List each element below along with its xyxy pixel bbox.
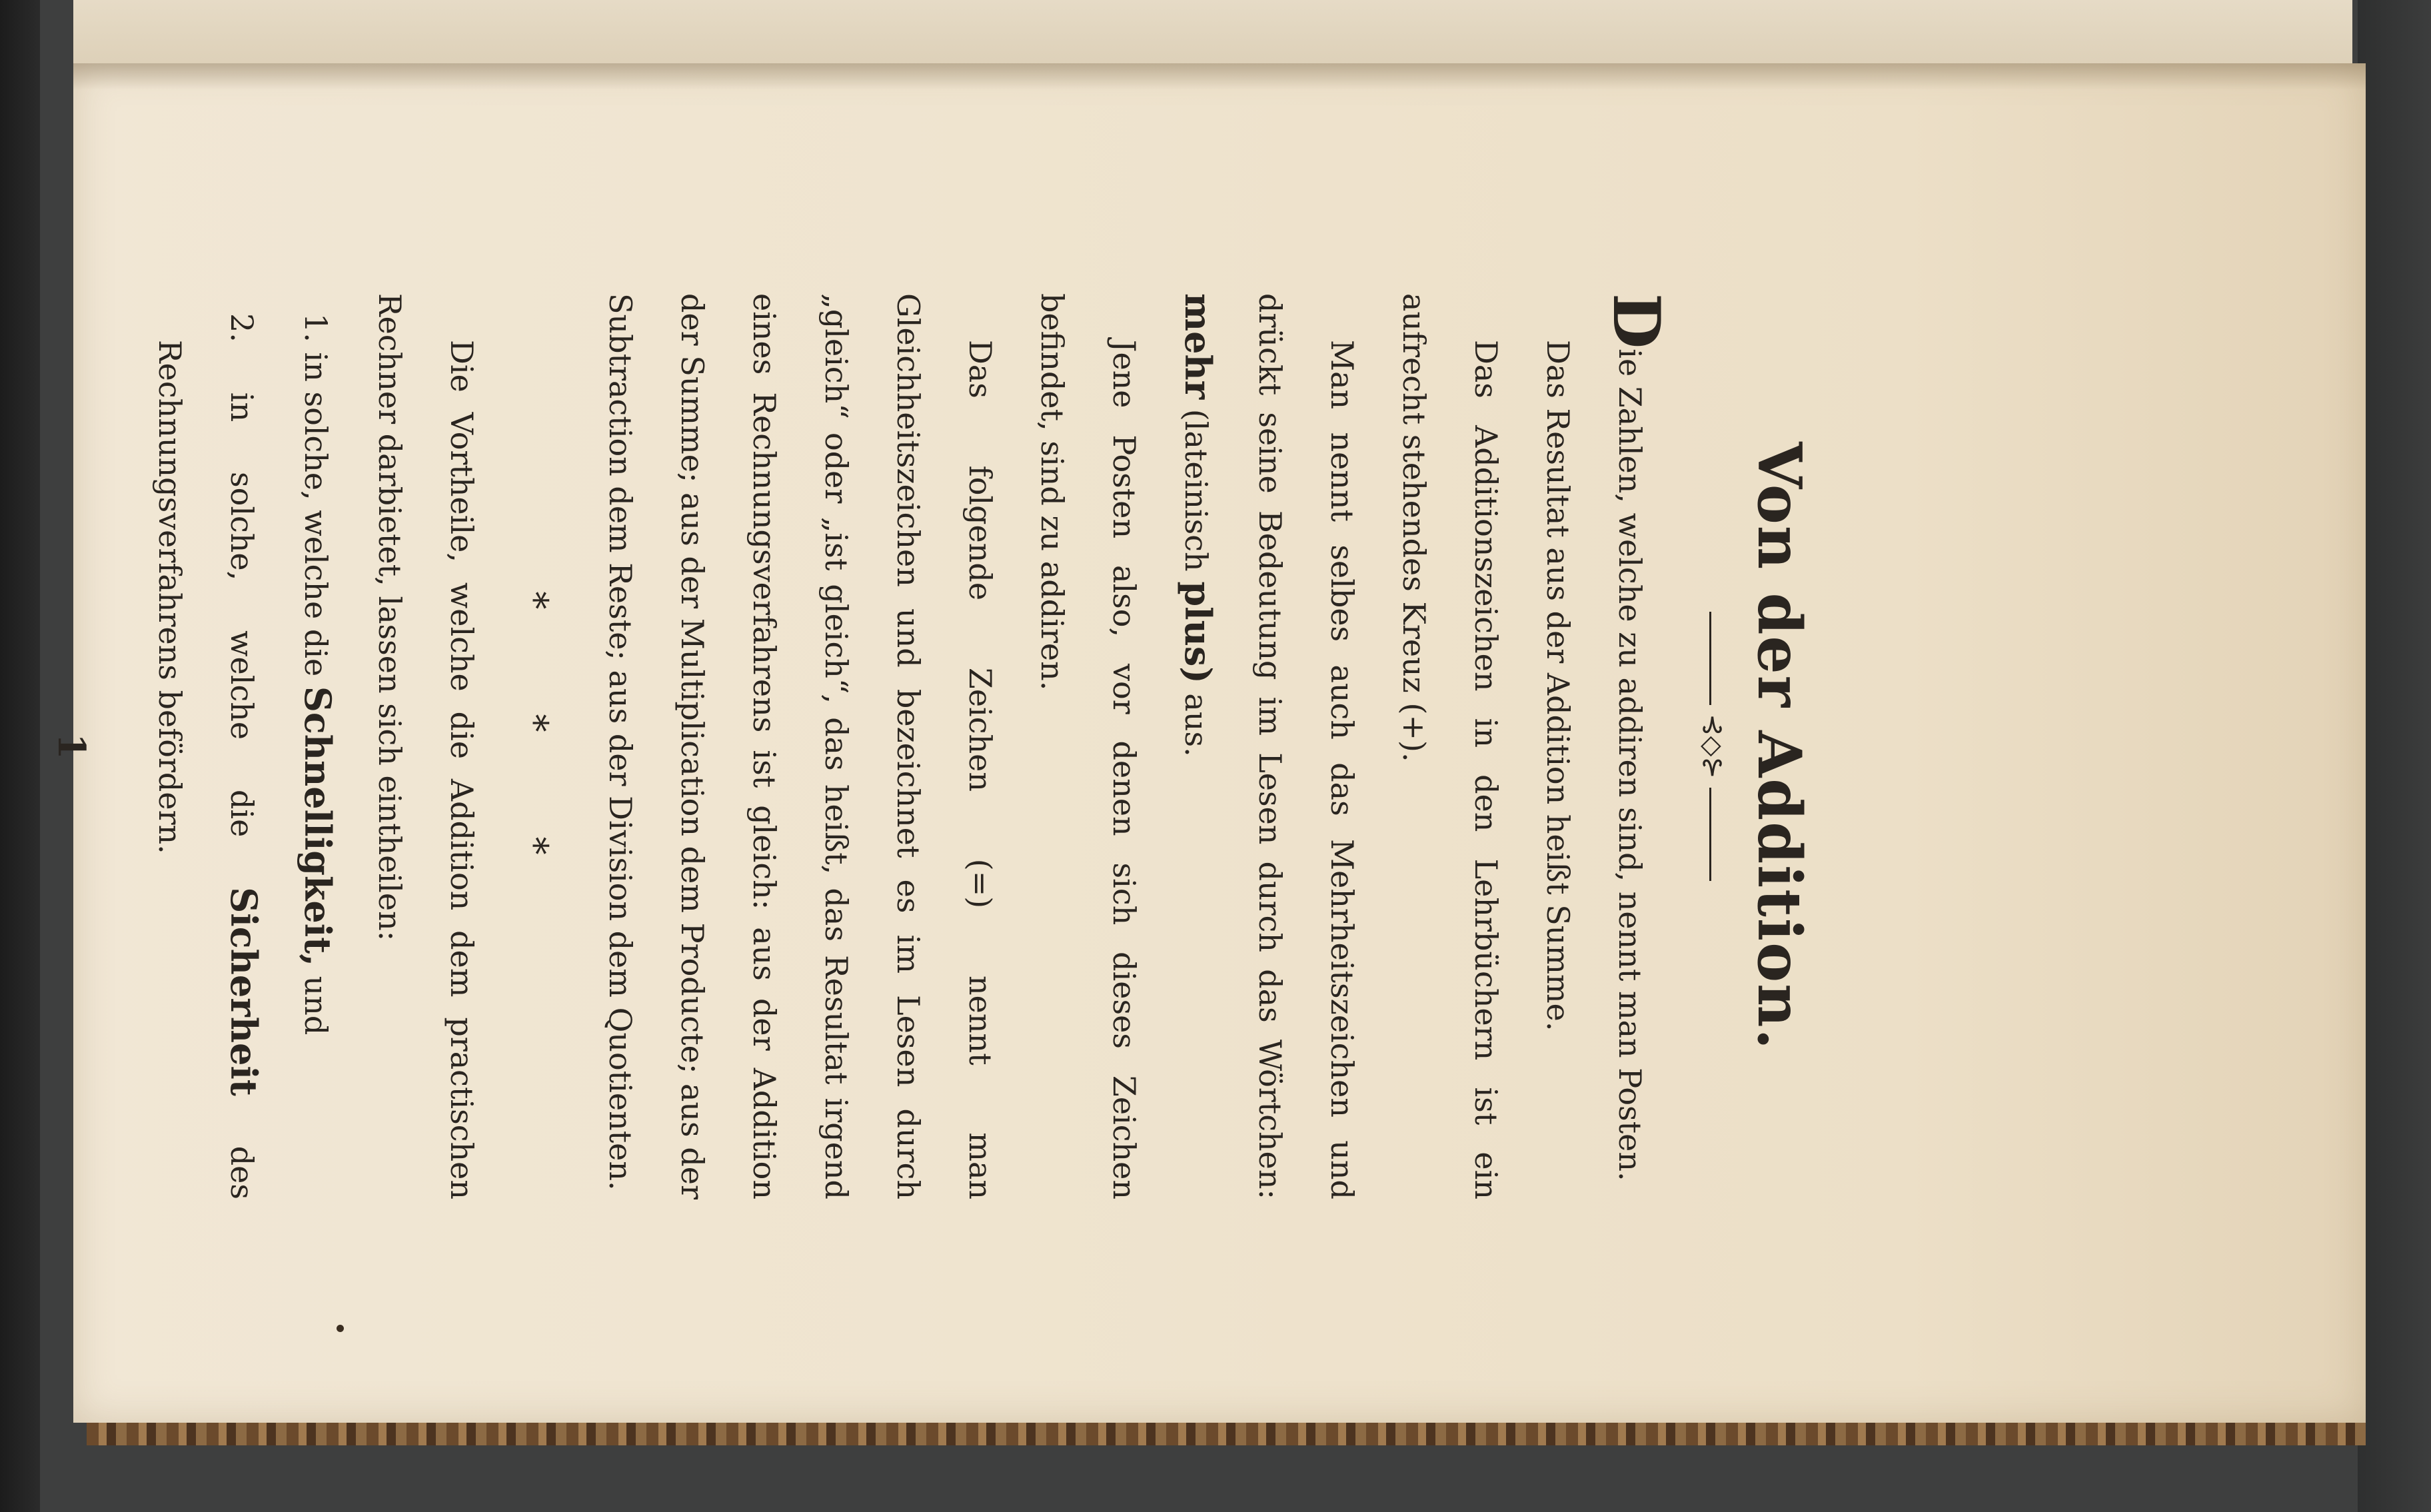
- backdrop-left: [0, 0, 40, 1512]
- ornament-rule-left: [1710, 612, 1712, 705]
- paper-speck: [337, 1325, 344, 1332]
- paragraph-4-before: Man nennt selbes auch das Mehrheitszeichen und drückt seine Bedeutung im Lesen durch das Wörtchen:: [1252, 293, 1360, 1199]
- paragraph-4-after: aus.: [1178, 693, 1214, 757]
- list-item: [280, 293, 354, 1199]
- list-text-before: in solche, welche die: [224, 392, 260, 838]
- paragraph-2: Das Resultat aus der Addition heißt Summe.: [1540, 340, 1576, 1032]
- page-number: 1: [49, 733, 93, 760]
- list-number: 2.: [224, 313, 260, 343]
- list-text-after: und: [298, 976, 334, 1036]
- list-bold-term: Schnelligkeit,: [297, 686, 339, 966]
- paragraph-4-bold-plus: plus): [1177, 581, 1219, 684]
- drop-cap: D: [1599, 293, 1674, 349]
- paragraph-4: [1160, 293, 1378, 1199]
- paragraph-4-bold-mehr: mehr: [1177, 293, 1219, 400]
- list-bold-term: Sicherheit: [223, 887, 265, 1096]
- rotated-text-block: [49, 293, 1819, 1200]
- paragraph-4-middle: (lateinisch: [1178, 408, 1214, 572]
- ornament-glyph: ⊰◇⊱: [1697, 714, 1728, 779]
- paragraph-3: Das Additionszeichen in den Lehrbüchern ist ein aufrecht stehendes Kreuz (+).: [1396, 293, 1504, 1199]
- page-shadow: [73, 63, 2366, 90]
- previous-page-edge: [73, 0, 2352, 69]
- paragraph-6: Das folgende Zeichen (=) nennt man Gleichheitszeichen und bezeichnet es im Lesen durch „gleich“ oder „ist gleich“, das heißt, das Resultat irgend eines Rechnungsverfahrens ist gleich: aus der Addition der Summe; aus der Multiplication dem Producte; aus der Subtraction dem Reste; aus der Division dem Quotienten.: [602, 293, 998, 1199]
- list-number: 1.: [298, 313, 334, 343]
- section-stars: * * *: [514, 591, 556, 902]
- paragraph-7: Die Vortheile, welche die Addition dem practischen Rechner darbietet, lassen sich eintheilen:: [372, 293, 480, 1199]
- paragraph-1: [1594, 293, 1674, 1199]
- paragraph-5: Jene Posten also, vor denen sich dieses Zeichen befindet, sind zu addiren.: [1034, 293, 1142, 1199]
- list-text-before: in solche, welche die: [298, 352, 334, 677]
- list-item: [134, 293, 280, 1199]
- list-text-after: des Rechnungsverfahrens befördern.: [152, 340, 260, 1200]
- paragraph-1-text: ie Zahlen, welche zu addiren sind, nennt man Posten.: [1612, 349, 1648, 1181]
- title-ornament: [1693, 293, 1733, 1199]
- page-title: Von der Addition.: [1744, 442, 1815, 1051]
- ornament-rule-right: [1710, 788, 1712, 881]
- backdrop-right: [2358, 0, 2431, 1512]
